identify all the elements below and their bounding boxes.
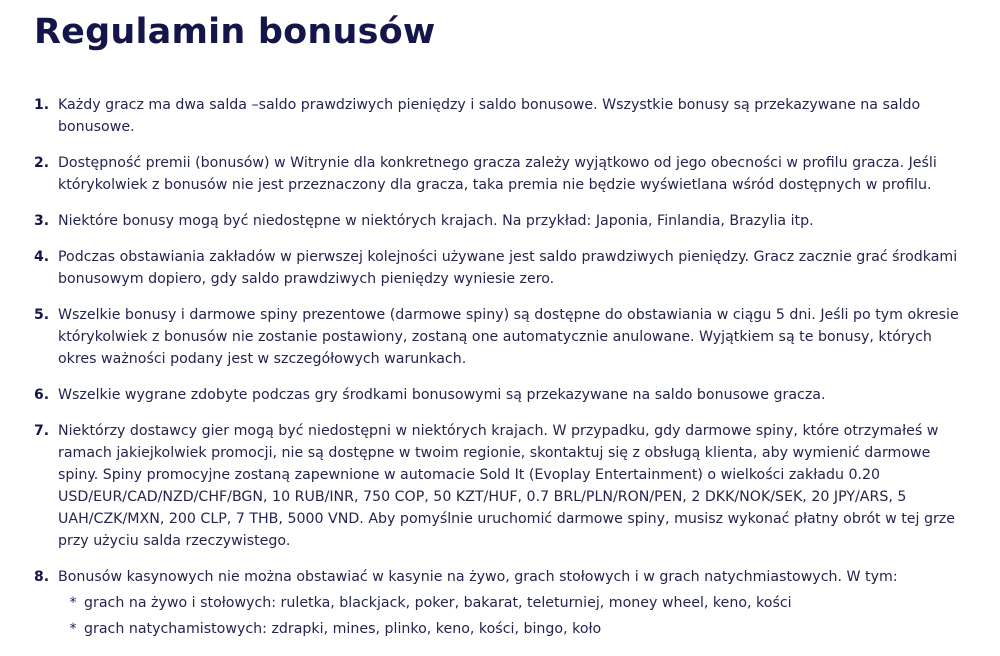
rule-number: 8. — [34, 569, 50, 585]
sublist-item — [58, 592, 974, 614]
rule-sublist — [58, 592, 974, 640]
page-title: Regulamin bonusów — [34, 12, 436, 52]
rule-text: Niektórzy dostawcy gier mogą być niedostępni w niektórych krajach. W przypadku, gdy darmowe spiny, które otrzymałeś w ramach jakiejkolwiek promocji, nie są dostępne w twoim regionie, skontaktuj się z obsługą klienta, aby wymienić darmowe spiny. Spiny promocyjne zostaną zapewnione w automacie Sold It (Evoplay Entertainment) o wielkości zakładu 0.20 USD/EUR/CAD/NZD/CHF/BGN, 10 RUB/INR, 750 COP, 50 KZT/HUF, 0.7 BRL/PLN/RON/PEN, 2 DKK/NOK/SEK, 20 JPY/ARS, 5 UAH/CZK/MXN, 200 CLP, 7 THB, 5000 VND. Aby pomyślnie uruchomić darmowe spiny, musisz wykonać płatny obrót w tej grze przy użyciu salda rzeczywistego. — [58, 423, 955, 549]
asterisk-bullet-icon: * — [69, 595, 77, 611]
rule-text: Bonusów kasynowych nie można obstawiać w kasynie na żywo, grach stołowych i w grach natychmiastowych. W tym: — [58, 569, 898, 585]
rule-text: Podczas obstawiania zakładów w pierwszej kolejności używane jest saldo prawdziwych pieniędzy. Gracz zacznie grać środkami bonusowym dopiero, gdy saldo prawdziwych pieniędzy wyniesie zero. — [58, 249, 958, 287]
rule-number: 3. — [34, 213, 50, 229]
rule-text: Wszelkie wygrane zdobyte podczas gry środkami bonusowymi są przekazywane na saldo bonusowe gracza. — [58, 387, 826, 403]
rule-text: Każdy gracz ma dwa salda –saldo prawdziwych pieniędzy i saldo bonusowe. Wszystkie bonusy są przekazywane na saldo bonusowe. — [58, 97, 921, 135]
rule-number: 1. — [34, 97, 50, 113]
sublist-item-text: grach natychamistowych: zdrapki, mines, plinko, keno, kości, bingo, koło — [84, 621, 602, 637]
rule-item-6 — [34, 384, 974, 406]
rule-item-5 — [34, 304, 974, 370]
rule-item-3 — [34, 210, 974, 232]
rule-text: Dostępność premii (bonusów) w Witrynie dla konkretnego gracza zależy wyjątkowo od jego obecności w profilu gracza. Jeśli którykolwiek z bonusów nie jest przeznaczony dla gracza, taka premia nie będzie wyświetlana wśród dostępnych w profilu. — [58, 155, 937, 193]
rule-text: Wszelkie bonusy i darmowe spiny prezentowe (darmowe spiny) są dostępne do obstawiania w ciągu 5 dni. Jeśli po tym okresie którykolwiek z bonusów nie zostanie postawiony, zostaną one automatycznie anulowane. Wyjątkiem są te bonusy, których okres ważności podany jest w szczegółowych warunkach. — [58, 307, 959, 367]
rule-number: 2. — [34, 155, 50, 171]
rule-number: 7. — [34, 423, 50, 439]
rule-item-2 — [34, 152, 974, 196]
rule-item-7 — [34, 420, 974, 552]
rule-number: 6. — [34, 387, 50, 403]
rule-body — [58, 566, 974, 640]
asterisk-bullet-icon: * — [69, 621, 77, 637]
rule-item-4 — [34, 246, 974, 290]
rules-list — [34, 94, 974, 640]
sublist-item — [58, 618, 974, 640]
rule-item-8 — [34, 566, 974, 640]
rule-item-1 — [34, 94, 974, 138]
sublist-item-text: grach na żywo i stołowych: ruletka, blackjack, poker, bakarat, teleturniej, money wheel, keno, kości — [84, 595, 792, 611]
rule-number: 5. — [34, 307, 50, 323]
rule-number: 4. — [34, 249, 50, 265]
rule-text: Niektóre bonusy mogą być niedostępne w niektórych krajach. Na przykład: Japonia, Finlandia, Brazylia itp. — [58, 213, 814, 229]
